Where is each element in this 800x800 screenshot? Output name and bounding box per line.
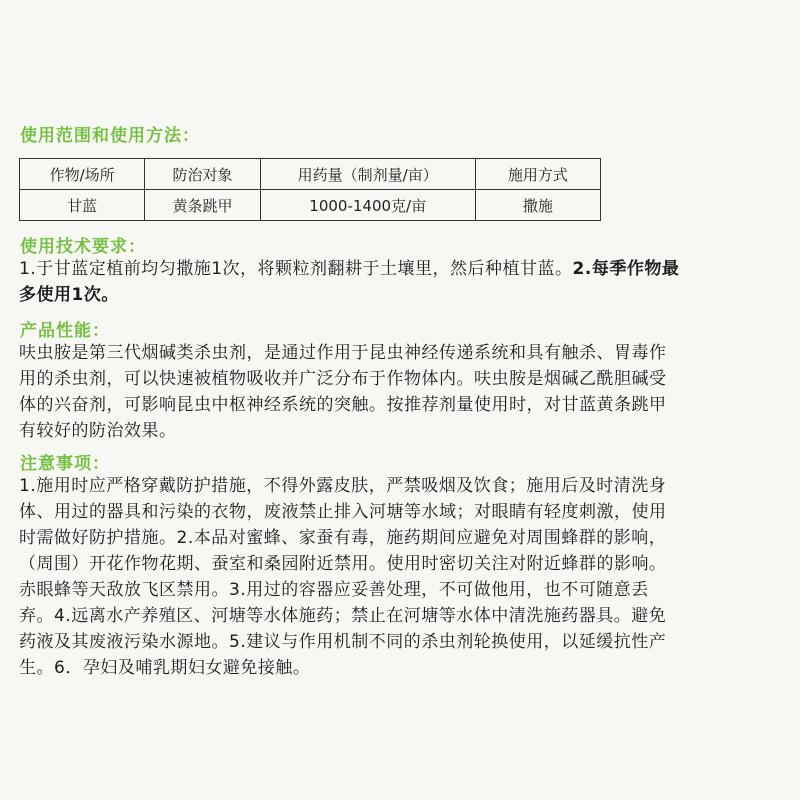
table-header-target: 防治对象 [145,159,260,190]
technical-requirements-text [19,256,789,308]
table-header-crop: 作物/场所 [20,159,145,190]
text-line: 药液及其废液污染水源地。5.建议与作用机制不同的杀虫剂轮换使用，以延缓抗性产 [19,632,667,652]
usage-table [19,158,601,221]
product-performance-heading: 产品性能： [20,321,110,341]
precautions-heading: 注意事项： [20,454,110,474]
table-cell-target: 黄条跳甲 [145,190,260,221]
text-line: 呋虫胺是第三代烟碱类杀虫剂，是通过作用于昆虫神经传递系统和具有触杀、胃毒作 [19,343,667,363]
table-header-method: 施用方式 [475,159,600,190]
text-line: 用的杀虫剂，可以快速被植物吸收并广泛分布于作物体内。呋虫胺是烟碱乙酰胆碱受 [19,369,667,389]
text-bold: 2.每季作物最 [572,259,680,279]
technical-requirements-heading: 使用技术要求： [20,237,146,257]
text-line: 1.施用时应严格穿戴防护措施，不得外露皮肤，严禁吸烟及饮食；施用后及时清洗身 [19,476,667,496]
text-line [19,256,789,282]
table-cell-dosage: 1000-1400克/亩 [260,190,475,221]
text-line: 体、用过的器具和污染的衣物，废液禁止排入河塘等水域；对眼睛有轻度刺激，使用 [19,502,667,522]
text-normal: 1.于甘蓝定植前均匀撒施1次，将颗粒剂翻耕于土壤里，然后种植甘蓝。 [19,259,573,279]
text-line: 体的兴奋剂，可影响昆虫中枢神经系统的突触。按推荐剂量使用时，对甘蓝黄条跳甲 [19,395,667,415]
text-line: 生。6．孕妇及哺乳期妇女避免接触。 [19,658,311,678]
text-line: （周围）开花作物花期、蚕室和桑园附近禁用。使用时密切关注对附近蜂群的影响。 [19,554,667,574]
usage-range-heading: 使用范围和使用方法： [20,126,200,146]
product-performance-text [19,340,789,444]
text-bold: 多使用1次。 [19,285,119,305]
table-cell-method: 撒施 [475,190,600,221]
table-row [20,190,601,221]
text-line [19,282,789,308]
text-line: 有较好的防治效果。 [19,421,177,441]
table-header-dosage: 用药量（制剂量/亩） [260,159,475,190]
precautions-text [19,473,789,681]
table-header-row [20,159,601,190]
text-line: 赤眼蜂等天敌放飞区禁用。3.用过的容器应妥善处理，不可做他用，也不可随意丢 [19,580,649,600]
text-line: 时需做好防护措施。2.本品对蜜蜂、家蚕有毒，施药期间应避免对周围蜂群的影响， [19,528,667,548]
text-line: 弃。4.远离水产养殖区、河塘等水体施药；禁止在河塘等水体中清洗施药器具。避免 [19,606,667,626]
table-cell-crop: 甘蓝 [20,190,145,221]
